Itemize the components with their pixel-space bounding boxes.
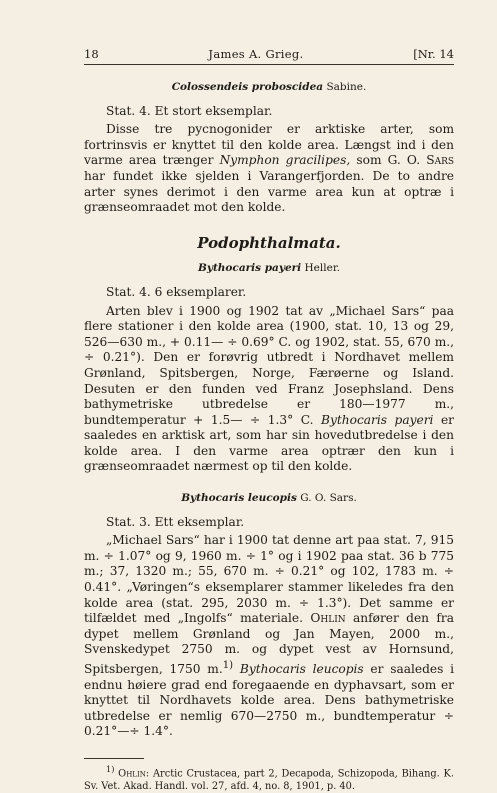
page-number: 18 <box>84 47 99 61</box>
species-name: Bythocaris payeri <box>197 262 302 275</box>
paragraph: Disse tre pycnogonider er arktiske arter, som fortrinsvis er knyttet til den kolde area. Længst ind i den varme area trænger Nymphon gracilipes, som G. O. Sars har fundet ikke sjelden i Varangerfjorden. De to andre arter synes derimot i den varme area kun at optræ i grænseomraadet mot den kolde. <box>84 122 455 215</box>
footnote-marker: 1) <box>106 764 115 775</box>
footnote-text: : Arctic Crustacea, part 2, Decapoda, Schizopoda, Bihang. K. Sv. Vet. Akad. Handl. vol. 27, afd. 4, no. 8, 1901, p. 40. <box>84 768 454 793</box>
station-line: Stat. 4. 6 eksemplarer. <box>106 284 247 299</box>
station-line: Stat. 4. Et stort eksemplar. <box>106 103 273 118</box>
footnote-author: Ohlin <box>118 768 146 780</box>
section-title: Podophthalmata. <box>197 233 341 252</box>
paragraph: Arten blev i 1900 og 1902 tat av „Michael Sars“ paa flere stationer i den kolde area (1900, stat. 10, 13 og 29, 526—630 m., + 0.11— ÷ 0.69° C. og 1902, stat. 55, 670 m., ÷ 0.21°). Den er forøvrig utbredt i Nordhavet mellem Grønland, Spitsbergen, Norge, Færøerne og Island. Desuten er den funden ved Franz Josephsland. Dens bathymetriske utbredelse er 180—1977 m., bundtemperatur + 1.5— ÷ 1.3° C. Bythocaris payeri er saaledes en arktisk art, som har sin hovedutbredelse i den kolde area. I den varme area optrær den kun i grænseomraadet nærmest op til den kolde. <box>84 303 454 474</box>
header-rule <box>84 64 454 65</box>
paragraph: „Michael Sars“ har i 1900 tat denne art paa stat. 7, 915 m. ÷ 1.07° og 9, 1960 m. ÷ 1° og i 1902 paa stat. 36 b 775 m.; 37, 1320 m.; 55, 670 m. ÷ 0.21° og 102, 1783 m. ÷ 0.41°. „Vøringen“s eksemplarer stammer likeledes fra den kolde area (stat. 295, 2030 m. ÷ 1.3°). Det samme er tilfældet med „Ingolfs“ materiale. Ohlin anfører den fra dypet mellem Grønland og Jan Mayen, 2000 m., Svenskedypet 2750 m. og dypet vest av Hornsund, Spitsbergen, 1750 m.$^{1)}$ Bythocaris leucopis er saaledes i endnu høiere grad end foregaaende en dyphavsart, som er knyttet til Nordhavets kolde area. Dens bathymetriske utbredelse er nemlig 670—2750 m., bundtemperatur ÷ 0.21°—÷ 1.4°. <box>84 533 454 739</box>
running-header <box>84 47 454 61</box>
species-heading-bythocaris-payeri <box>84 261 454 277</box>
footnote-rule <box>84 758 144 759</box>
series-number: [Nr. 14 <box>413 47 454 61</box>
species-heading-colossendeis <box>84 80 454 96</box>
page-body <box>84 76 454 793</box>
species-author: Sabine. <box>326 81 367 93</box>
species-name: Colossendeis proboscidea <box>171 81 324 93</box>
species-name: Bythocaris leucopis <box>181 492 297 505</box>
running-title: James A. Grieg. <box>208 47 304 61</box>
species-heading-bythocaris-leucopis <box>84 491 454 507</box>
species-author: G. O. Sars. <box>300 492 357 505</box>
station-line: Stat. 3. Ett eksemplar. <box>106 514 245 529</box>
species-author: Heller. <box>304 262 341 275</box>
